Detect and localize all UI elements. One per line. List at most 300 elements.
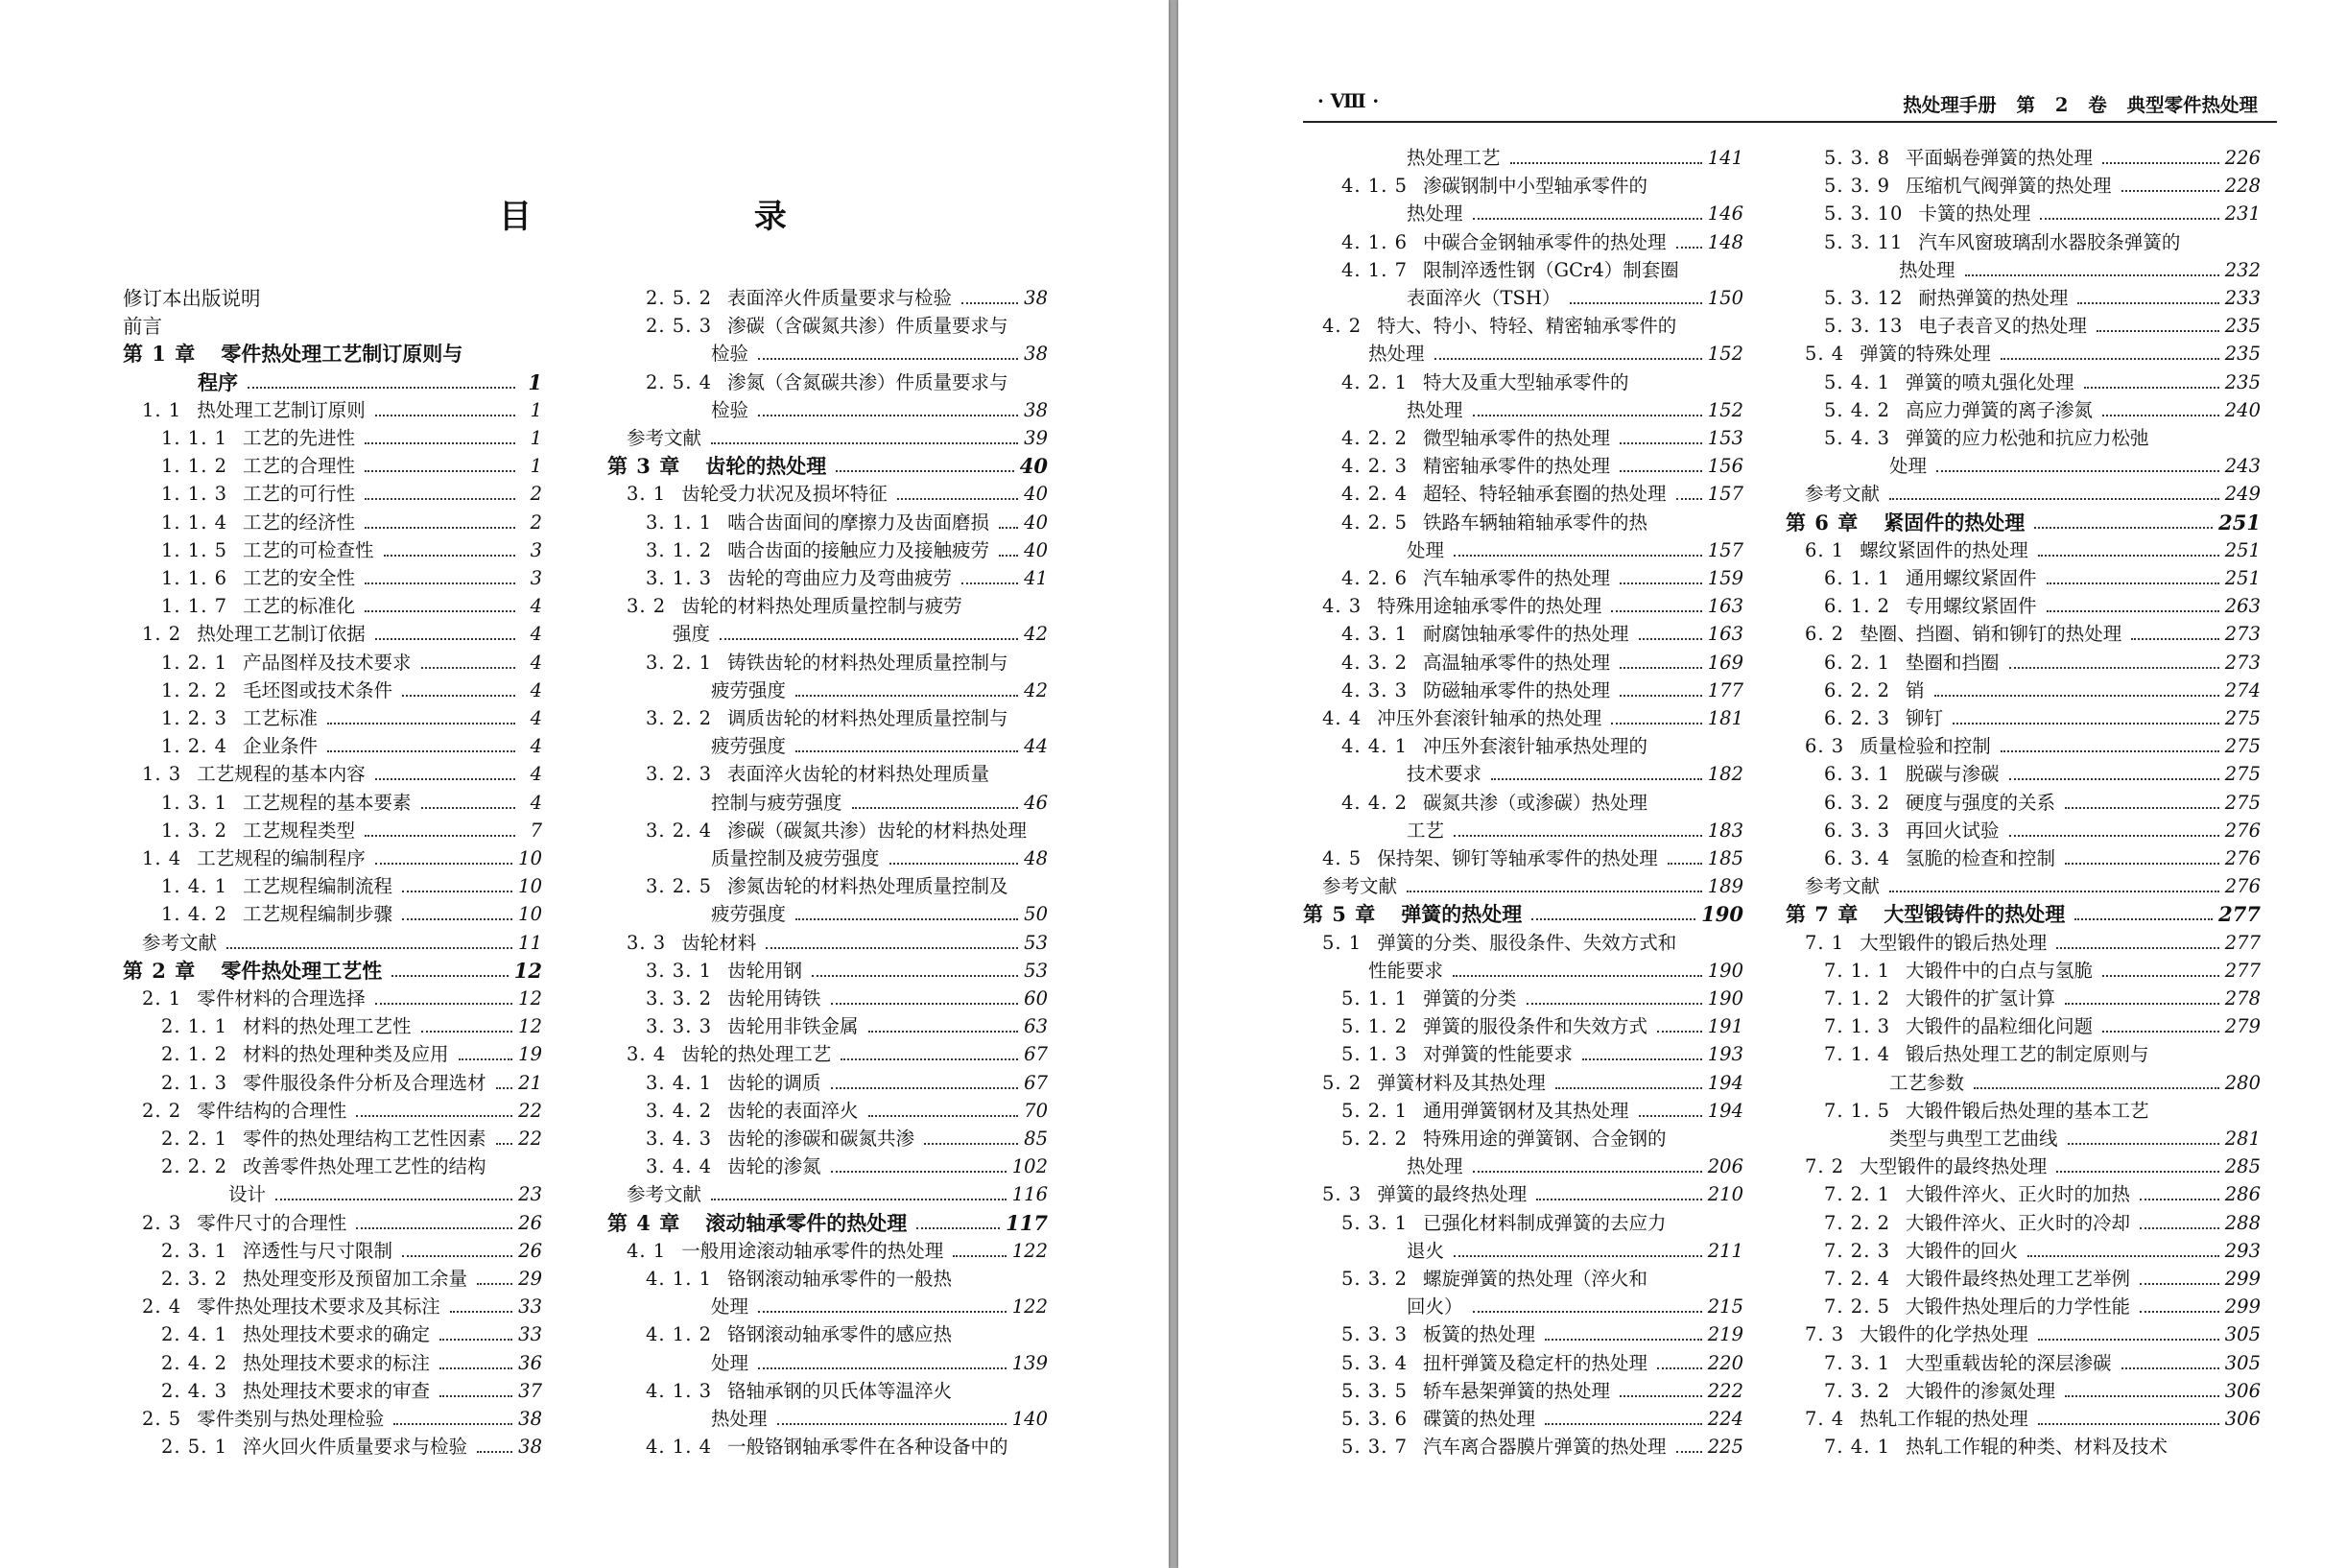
toc-entry[interactable] [607, 733, 1048, 758]
toc-entry[interactable] [1303, 790, 1743, 815]
toc-entry-number: 7. 2 [1805, 1155, 1845, 1178]
toc-entry[interactable] [607, 481, 1048, 506]
toc-entry[interactable] [607, 705, 1048, 730]
toc-entry[interactable] [607, 677, 1048, 702]
toc-entry[interactable] [123, 1321, 542, 1346]
toc-entry[interactable] [1303, 397, 1743, 422]
toc-entry[interactable] [1786, 1294, 2261, 1319]
dot-leader [421, 666, 515, 669]
toc-entry-number: 4. 1. 2 [646, 1323, 713, 1346]
toc-page-number: 48 [1024, 847, 1048, 869]
toc-entry[interactable] [123, 453, 542, 478]
toc-page-number: 276 [2224, 819, 2261, 842]
toc-entry[interactable] [123, 425, 542, 450]
toc-page-number: 44 [1024, 735, 1048, 758]
toc-entry[interactable] [1303, 1153, 1743, 1178]
toc-entry[interactable] [1786, 1238, 2261, 1263]
dot-leader [2001, 357, 2219, 360]
toc-entry[interactable] [1303, 1041, 1743, 1066]
toc-entry[interactable] [1786, 1041, 2261, 1066]
toc-entry-number: 4. 3. 1 [1341, 623, 1409, 646]
toc-entry[interactable] [1786, 818, 2261, 843]
toc-entry[interactable] [607, 901, 1048, 926]
toc-entry[interactable] [1303, 510, 1743, 535]
dot-leader [393, 1422, 512, 1425]
toc-entry[interactable] [1303, 1238, 1743, 1263]
toc-entry[interactable] [607, 1378, 1048, 1403]
toc-entry-title: 齿轮材料 [681, 931, 757, 954]
toc-entry[interactable] [607, 369, 1048, 394]
toc-entry[interactable] [1303, 313, 1743, 338]
toc-entry[interactable] [1303, 1266, 1743, 1291]
toc-entry[interactable] [1303, 958, 1743, 983]
toc-entry-title: 热处理 [1368, 343, 1425, 366]
toc-entry[interactable] [123, 873, 542, 898]
toc-entry-number: 7. 4. 1 [1824, 1436, 1891, 1459]
toc-entry[interactable] [1303, 705, 1743, 730]
toc-entry[interactable] [123, 537, 542, 562]
toc-page-number: 288 [2224, 1211, 2261, 1234]
toc-entry[interactable] [1786, 705, 2261, 730]
toc-entry[interactable] [1786, 958, 2261, 983]
toc-entry[interactable] [123, 705, 542, 730]
dot-leader [1953, 722, 2219, 725]
toc-entry[interactable] [607, 1350, 1048, 1375]
toc-entry[interactable] [123, 818, 542, 843]
toc-entry-title: 螺旋弹簧的热处理（淬火和 [1423, 1268, 1648, 1290]
toc-entry[interactable] [1786, 1266, 2261, 1291]
toc-entry[interactable] [1303, 1126, 1743, 1151]
toc-entry[interactable] [1786, 873, 2261, 898]
toc-entry[interactable] [123, 1434, 542, 1459]
toc-entry-title: 汽车离合器膜片弹簧的热处理 [1423, 1436, 1667, 1459]
toc-entry[interactable] [1786, 733, 2261, 758]
toc-entry-title: 防磁轴承零件的热处理 [1423, 678, 1611, 701]
dot-leader [2121, 189, 2219, 192]
toc-entry[interactable] [607, 761, 1048, 786]
toc-entry-number: 4. 1. 3 [646, 1379, 713, 1402]
toc-entry[interactable] [123, 313, 542, 338]
dot-leader [2068, 1142, 2219, 1145]
toc-entry[interactable] [123, 510, 542, 535]
toc-page-number: 169 [1707, 651, 1743, 674]
toc-entry-number: 3. 3. 1 [646, 959, 713, 982]
dot-leader [2027, 1254, 2219, 1257]
dot-leader [496, 1086, 513, 1089]
toc-entry[interactable] [1303, 481, 1743, 506]
toc-entry-title: 限制淬透性钢（GCr4）制套圈 [1423, 258, 1679, 281]
toc-entry-title: 齿轮的弯曲应力及弯曲疲劳 [727, 567, 953, 589]
toc-entry[interactable] [1786, 930, 2261, 955]
dot-leader [999, 526, 1018, 529]
dot-leader [375, 414, 515, 416]
toc-entry[interactable] [123, 733, 542, 758]
toc-entry-title: 汽车轴承零件的热处理 [1423, 567, 1611, 589]
toc-entry[interactable] [607, 818, 1048, 843]
toc-page-number: 153 [1707, 427, 1743, 449]
toc-entry[interactable] [1303, 257, 1743, 282]
toc-page-number: 182 [1707, 763, 1743, 786]
toc-chapter-entry[interactable] [123, 341, 542, 366]
toc-entry[interactable] [607, 790, 1048, 815]
dot-leader [365, 609, 515, 612]
toc-entry[interactable] [123, 1378, 542, 1403]
toc-entry[interactable] [1303, 369, 1743, 394]
toc-entry[interactable] [123, 1350, 542, 1375]
page-folio: · Ⅷ · [1317, 90, 1380, 112]
toc-entry[interactable] [123, 1041, 542, 1066]
toc-entry[interactable] [607, 1070, 1048, 1095]
toc-entry-number: 3. 3. 2 [646, 987, 713, 1010]
toc-entry[interactable] [123, 621, 542, 646]
dot-leader [831, 1170, 1007, 1173]
toc-entry[interactable] [123, 1153, 542, 1178]
toc-entry[interactable] [123, 1406, 542, 1431]
toc-entry[interactable] [123, 986, 542, 1010]
toc-entry[interactable] [607, 397, 1048, 422]
toc-entry[interactable] [123, 761, 542, 786]
toc-page-number: 235 [2224, 315, 2261, 338]
toc-page-number: 150 [1707, 287, 1743, 309]
toc-entry[interactable] [1303, 285, 1743, 310]
toc-page-number: 4 [530, 791, 542, 814]
dot-leader [402, 890, 512, 892]
toc-entry-title: 类型与典型工艺曲线 [1889, 1128, 2058, 1150]
dot-leader [1639, 637, 1702, 640]
toc-page-number: 141 [1707, 147, 1743, 169]
toc-entry[interactable] [1786, 1210, 2261, 1235]
toc-entry-number: 4. 3. 3 [1341, 678, 1409, 701]
toc-page-number: 10 [518, 903, 542, 926]
toc-entry[interactable] [123, 1181, 542, 1206]
toc-entry[interactable] [1303, 621, 1743, 646]
toc-entry[interactable] [607, 1126, 1048, 1151]
dot-leader [1527, 1002, 1702, 1005]
toc-entry[interactable] [607, 313, 1048, 338]
toc-page-number: 235 [2224, 343, 2261, 366]
toc-page-number: 12 [518, 987, 542, 1010]
toc-entry[interactable] [123, 1210, 542, 1235]
toc-page-number: 305 [2224, 1351, 2261, 1374]
toc-page-number: 224 [1707, 1408, 1743, 1430]
toc-page-number: 4 [530, 763, 542, 786]
toc-entry[interactable] [1786, 1406, 2261, 1431]
toc-entry[interactable] [1786, 229, 2261, 254]
toc-entry[interactable] [607, 1238, 1048, 1263]
toc-entry-title: 零件尺寸的合理性 [197, 1211, 347, 1234]
toc-page-number: 38 [1024, 287, 1048, 309]
toc-entry[interactable] [607, 1321, 1048, 1346]
toc-entry[interactable] [1303, 453, 1743, 478]
dot-leader [868, 1030, 1019, 1033]
toc-entry[interactable] [607, 285, 1048, 310]
toc-entry-number: 4. 3 [1322, 595, 1363, 618]
toc-entry[interactable] [1303, 1098, 1743, 1123]
dot-leader [711, 1198, 1007, 1200]
toc-entry-title: 铁路车辆轴箱轴承零件的热 [1423, 511, 1648, 534]
toc-entry[interactable] [607, 1041, 1048, 1066]
toc-entry[interactable] [607, 986, 1048, 1010]
toc-entry[interactable] [123, 1294, 542, 1319]
toc-entry[interactable] [123, 845, 542, 870]
toc-page-number: 306 [2224, 1379, 2261, 1402]
toc-entry[interactable] [1303, 761, 1743, 786]
toc-entry[interactable] [1786, 1434, 2261, 1459]
toc-entry-title: 热处理技术要求的审查 [243, 1379, 431, 1402]
toc-entry[interactable] [1786, 425, 2261, 450]
toc-entry[interactable] [1303, 1210, 1743, 1235]
toc-entry-title: 处理 [1889, 455, 1928, 478]
toc-entry[interactable] [1303, 1434, 1743, 1459]
toc-entry[interactable] [1786, 1153, 2261, 1178]
toc-entry-number: 6. 1. 1 [1824, 567, 1891, 589]
toc-entry[interactable] [123, 1238, 542, 1263]
toc-entry[interactable] [1786, 1098, 2261, 1123]
toc-page-number: 146 [1707, 202, 1743, 226]
toc-entry[interactable] [1303, 650, 1743, 675]
toc-entry-title: 微型轴承零件的热处理 [1423, 427, 1611, 449]
toc-entry[interactable] [607, 873, 1048, 898]
right-page [1178, 0, 2346, 1568]
toc-entry[interactable] [1303, 1350, 1743, 1375]
toc-entry-title: 参考文献 [1805, 483, 1881, 506]
toc-entry[interactable] [1303, 425, 1743, 450]
toc-entry[interactable] [1303, 229, 1743, 254]
toc-entry[interactable] [607, 1266, 1048, 1291]
toc-page-number: 249 [2224, 483, 2261, 506]
toc-entry[interactable] [1303, 565, 1743, 590]
toc-entry-title: 大锻件淬火、正火时的加热 [1906, 1183, 2131, 1206]
toc-entry[interactable] [1303, 1406, 1743, 1431]
dot-leader [1620, 694, 1702, 697]
toc-entry[interactable] [607, 1181, 1048, 1206]
toc-entry[interactable] [1786, 173, 2261, 198]
toc-page-number: 163 [1707, 623, 1743, 646]
toc-entry-number: 7. 1. 1 [1824, 959, 1891, 982]
toc-entry[interactable] [1303, 930, 1743, 955]
toc-entry[interactable] [123, 369, 542, 394]
dot-leader [2001, 749, 2219, 752]
toc-entry[interactable] [123, 790, 542, 815]
dot-leader [365, 441, 515, 444]
toc-entry[interactable] [1786, 1378, 2261, 1403]
dot-leader [1620, 666, 1702, 669]
dot-leader [2009, 666, 2219, 669]
toc-entry-number: 5. 2. 2 [1341, 1128, 1409, 1150]
dot-leader [439, 1366, 512, 1369]
toc-entry[interactable] [607, 1294, 1048, 1319]
toc-entry[interactable] [1786, 790, 2261, 815]
toc-entry[interactable] [607, 565, 1048, 590]
toc-entry[interactable] [1303, 173, 1743, 198]
toc-chapter-entry[interactable] [1303, 901, 1743, 926]
toc-page-number: 194 [1707, 1071, 1743, 1094]
toc-entry[interactable] [607, 1406, 1048, 1431]
toc-entry-title: 参考文献 [1805, 875, 1881, 898]
toc-entry[interactable] [1303, 845, 1743, 870]
toc-entry[interactable] [607, 510, 1048, 535]
toc-entry[interactable] [1786, 313, 2261, 338]
toc-entry[interactable] [1786, 453, 2261, 478]
toc-entry[interactable] [1303, 341, 1743, 366]
toc-entry-title: 材料的热处理种类及应用 [243, 1043, 449, 1066]
toc-page-number: 4 [530, 651, 542, 674]
toc-entry[interactable] [1303, 1070, 1743, 1095]
toc-entry[interactable] [123, 901, 542, 926]
dot-leader [766, 946, 1018, 949]
toc-entry[interactable] [607, 1013, 1048, 1038]
toc-entry[interactable] [1786, 761, 2261, 786]
toc-entry-title: 零件热处理工艺制订原则与 [221, 343, 463, 367]
toc-entry[interactable] [1303, 873, 1743, 898]
toc-entry[interactable] [607, 930, 1048, 955]
toc-entry-title: 产品图样及技术要求 [243, 651, 412, 674]
dot-leader [1965, 273, 2219, 276]
toc-entry[interactable] [1303, 201, 1743, 226]
toc-entry[interactable] [123, 677, 542, 702]
toc-entry[interactable] [607, 341, 1048, 366]
toc-entry[interactable] [1786, 397, 2261, 422]
toc-page-number: 177 [1707, 678, 1743, 701]
toc-entry[interactable] [607, 1098, 1048, 1123]
toc-entry-title: 质量控制及疲劳强度 [711, 847, 880, 869]
toc-entry[interactable] [607, 1434, 1048, 1459]
toc-page-number: 211 [1707, 1239, 1743, 1262]
toc-entry[interactable] [1786, 481, 2261, 506]
toc-entry[interactable] [123, 1126, 542, 1151]
dot-leader [841, 1057, 1018, 1060]
toc-entry[interactable] [1303, 677, 1743, 702]
toc-entry[interactable] [1303, 537, 1743, 562]
toc-entry[interactable] [1303, 1013, 1743, 1038]
toc-entry[interactable] [607, 425, 1048, 450]
toc-entry-number: 2. 4. 1 [161, 1323, 228, 1346]
toc-entry[interactable] [1786, 845, 2261, 870]
toc-entry-number: 1. 2. 2 [161, 678, 228, 701]
toc-entry[interactable] [1786, 1126, 2261, 1151]
toc-entry[interactable] [607, 537, 1048, 562]
toc-entry-number: 7. 1. 4 [1824, 1043, 1891, 1066]
toc-page-number: 4 [530, 623, 542, 646]
toc-entry[interactable] [1786, 1070, 2261, 1095]
toc-entry[interactable] [607, 593, 1048, 618]
toc-entry[interactable] [1786, 341, 2261, 366]
toc-entry[interactable] [123, 930, 542, 955]
toc-entry[interactable] [1786, 257, 2261, 282]
toc-entry[interactable] [1303, 145, 1743, 170]
toc-entry[interactable] [607, 845, 1048, 870]
dot-leader [1491, 777, 1702, 780]
toc-entry[interactable] [1303, 818, 1743, 843]
toc-entry-number: 7. 2. 5 [1824, 1295, 1891, 1319]
toc-entry[interactable] [123, 1070, 542, 1095]
toc-entry[interactable] [1786, 1350, 2261, 1375]
toc-page-number: 42 [1024, 678, 1048, 701]
toc-page-number: 102 [1011, 1155, 1048, 1178]
toc-chapter-entry[interactable] [1786, 510, 2261, 535]
toc-page-number: 53 [1024, 931, 1048, 954]
toc-entry[interactable] [1303, 733, 1743, 758]
toc-entry-title: 销 [1906, 678, 1925, 701]
toc-entry[interactable] [123, 650, 542, 675]
dot-leader [924, 1142, 1018, 1145]
toc-entry[interactable] [1786, 593, 2261, 618]
toc-entry[interactable] [1786, 537, 2261, 562]
toc-entry[interactable] [123, 1098, 542, 1123]
toc-chapter-entry[interactable] [607, 453, 1048, 478]
toc-entry-title: 大锻件热处理后的力学性能 [1906, 1295, 2131, 1319]
toc-entry[interactable] [123, 1013, 542, 1038]
toc-entry-title: 大锻件的渗氮处理 [1906, 1379, 2056, 1402]
toc-entry[interactable] [1786, 677, 2261, 702]
toc-page-number: 85 [1024, 1128, 1048, 1150]
toc-entry[interactable] [123, 593, 542, 618]
toc-entry[interactable] [1303, 1181, 1743, 1206]
toc-entry[interactable] [607, 1153, 1048, 1178]
toc-chapter-entry[interactable] [1786, 901, 2261, 926]
toc-entry[interactable] [607, 650, 1048, 675]
dot-leader [365, 526, 515, 529]
toc-entry[interactable] [1786, 1013, 2261, 1038]
toc-entry[interactable] [607, 958, 1048, 983]
dot-leader [1473, 414, 1702, 416]
dot-leader [916, 1226, 1000, 1229]
toc-entry[interactable] [123, 1266, 542, 1291]
book-title: 热处理手册 第 2 卷 典型零件热处理 [1903, 94, 2258, 116]
toc-entry[interactable] [1786, 986, 2261, 1010]
toc-entry[interactable] [1786, 201, 2261, 226]
toc-entry-title: 冲压外套滚针轴承热处理的 [1423, 735, 1648, 758]
toc-entry[interactable] [1303, 1378, 1743, 1403]
toc-entry-number: 5. 3. 2 [1341, 1268, 1409, 1290]
toc-entry[interactable] [1303, 593, 1743, 618]
dot-leader [1582, 1057, 1702, 1060]
toc-entry[interactable] [607, 621, 1048, 646]
toc-entry-number: 1. 4. 1 [161, 875, 228, 898]
toc-entry[interactable] [1786, 1321, 2261, 1346]
toc-page-number: 305 [2224, 1323, 2261, 1346]
toc-page-number: 276 [2224, 875, 2261, 898]
toc-entry[interactable] [1303, 1294, 1743, 1319]
toc-page-number: 274 [2224, 678, 2261, 701]
dot-leader [852, 806, 1019, 809]
toc-entry[interactable] [1786, 565, 2261, 590]
toc-entry-number: 5. 3. 7 [1341, 1436, 1409, 1459]
toc-entry-title: 热处理工艺制订原则 [197, 398, 366, 421]
toc-entry[interactable] [1786, 369, 2261, 394]
toc-entry[interactable] [1786, 621, 2261, 646]
toc-entry[interactable] [1303, 1321, 1743, 1346]
toc-entry[interactable] [123, 285, 542, 310]
toc-entry-title: 热轧工作辊的热处理 [1860, 1408, 2028, 1430]
toc-entry[interactable] [123, 397, 542, 422]
toc-entry[interactable] [1786, 650, 2261, 675]
toc-entry[interactable] [1786, 1181, 2261, 1206]
toc-entry[interactable] [123, 565, 542, 590]
dot-leader [365, 469, 515, 472]
toc-page-number: 67 [1024, 1071, 1048, 1094]
toc-chapter-entry[interactable] [123, 958, 542, 983]
toc-entry[interactable] [1786, 145, 2261, 170]
toc-page-number: 306 [2224, 1408, 2261, 1430]
dot-leader [2065, 806, 2219, 809]
toc-entry-title: 轿车悬架弹簧的热处理 [1423, 1379, 1611, 1402]
toc-entry[interactable] [1786, 285, 2261, 310]
toc-entry[interactable] [1303, 986, 1743, 1010]
toc-entry[interactable] [123, 481, 542, 506]
toc-entry-title: 技术要求 [1407, 763, 1482, 786]
toc-chapter-entry[interactable] [607, 1210, 1048, 1235]
